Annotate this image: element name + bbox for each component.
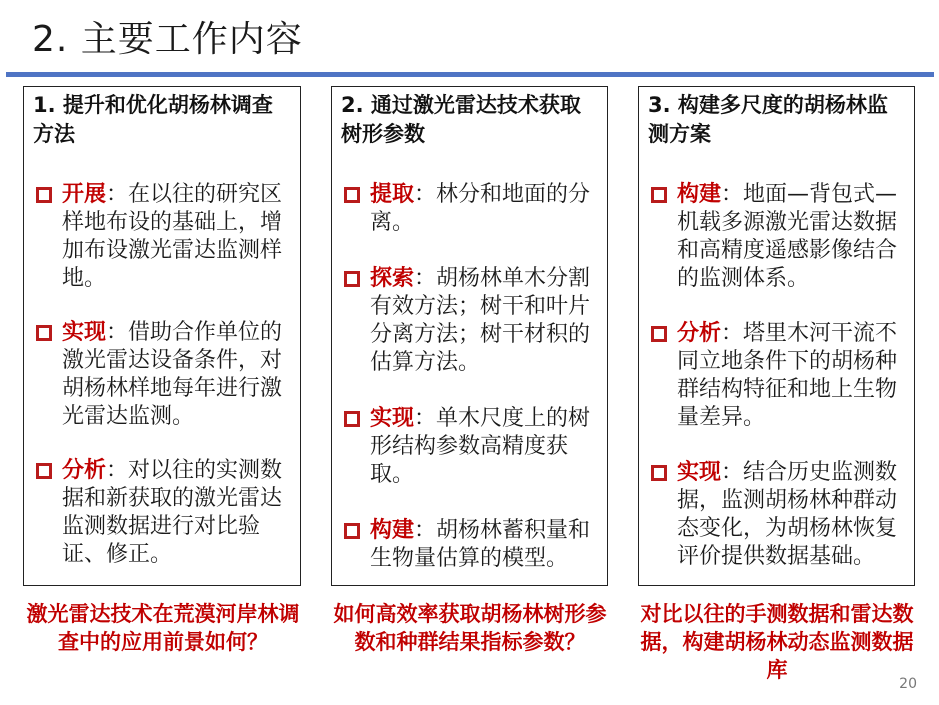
item-separator: ：	[414, 182, 437, 207]
list-item	[342, 265, 600, 377]
item-text: 胡杨林蓄积量和生物量估算的模型。	[370, 518, 591, 571]
list-item	[649, 181, 907, 293]
list-item	[342, 517, 600, 573]
list-item	[649, 320, 907, 432]
column-heading: 1. 提升和优化胡杨林调查方法	[33, 93, 273, 146]
column-box-2	[331, 86, 608, 586]
item-separator: ：	[414, 266, 437, 291]
item-text: 对以往的实测数据和新获取的激光雷达监测数据进行对比验证、修正。	[62, 458, 283, 567]
item-keyword: 实现	[677, 460, 722, 485]
square-bullet-icon	[36, 325, 52, 341]
list-item	[34, 319, 292, 431]
item-text: 胡杨林单木分割有效方法；树干和叶片分离方法；树干材积的估算方法。	[370, 266, 591, 375]
square-bullet-icon	[36, 187, 52, 203]
item-keyword: 构建	[370, 518, 415, 543]
item-keyword: 开展	[62, 182, 107, 207]
column-box-1	[23, 86, 301, 586]
list-item	[649, 459, 907, 571]
bullet-list	[34, 181, 292, 595]
item-keyword: 探索	[370, 266, 415, 291]
item-text: 林分和地面的分离。	[370, 182, 591, 235]
item-separator: ：	[721, 321, 744, 346]
square-bullet-icon	[651, 465, 667, 481]
item-separator: ：	[721, 460, 744, 485]
title-divider	[6, 72, 934, 77]
item-keyword: 分析	[62, 458, 107, 483]
square-bullet-icon	[344, 187, 360, 203]
slide-title: 2. 主要工作内容	[32, 19, 303, 60]
list-item	[34, 457, 292, 569]
research-question-1: 激光雷达技术在荒漠河岸林调查中的应用前景如何？	[26, 602, 300, 654]
item-text: 在以往的研究区样地布设的基础上，增加布设激光雷达监测样地。	[62, 182, 283, 291]
column-box-3	[638, 86, 915, 586]
item-keyword: 构建	[677, 182, 722, 207]
item-keyword: 实现	[370, 406, 415, 431]
square-bullet-icon	[344, 523, 360, 539]
column-heading: 3. 构建多尺度的胡杨林监测方案	[648, 93, 888, 146]
item-separator: ：	[721, 182, 744, 207]
bullet-list	[649, 181, 907, 598]
item-separator: ：	[106, 458, 129, 483]
research-question-3: 对比以往的手测数据和雷达数据，构建胡杨林动态监测数据库	[640, 602, 914, 682]
item-keyword: 提取	[370, 182, 415, 207]
square-bullet-icon	[344, 411, 360, 427]
item-keyword: 实现	[62, 320, 107, 345]
list-item	[342, 181, 600, 237]
column-heading: 2. 通过激光雷达技术获取树形参数	[341, 93, 581, 146]
item-separator: ：	[414, 518, 437, 543]
item-separator: ：	[414, 406, 437, 431]
page-number: 20	[899, 676, 917, 692]
item-separator: ：	[106, 182, 129, 207]
research-question-2: 如何高效率获取胡杨林树形参数和种群结果指标参数？	[333, 602, 607, 654]
item-text: 借助合作单位的激光雷达设备条件，对胡杨林样地每年进行激光雷达监测。	[62, 320, 283, 429]
item-text: 单木尺度上的树形结构参数高精度获取。	[370, 406, 591, 487]
item-text: 地面—背包式—机载多源激光雷达数据和高精度遥感影像结合的监测体系。	[677, 182, 898, 291]
item-text: 塔里木河干流不同立地条件下的胡杨种群结构特征和地上生物量差异。	[677, 321, 898, 430]
item-text: 结合历史监测数据，监测胡杨林种群动态变化，为胡杨林恢复评价提供数据基础。	[677, 460, 898, 569]
bullet-list	[342, 181, 600, 601]
square-bullet-icon	[651, 187, 667, 203]
item-separator: ：	[106, 320, 129, 345]
list-item	[34, 181, 292, 293]
square-bullet-icon	[36, 463, 52, 479]
item-keyword: 分析	[677, 321, 722, 346]
square-bullet-icon	[344, 271, 360, 287]
square-bullet-icon	[651, 326, 667, 342]
list-item	[342, 405, 600, 489]
